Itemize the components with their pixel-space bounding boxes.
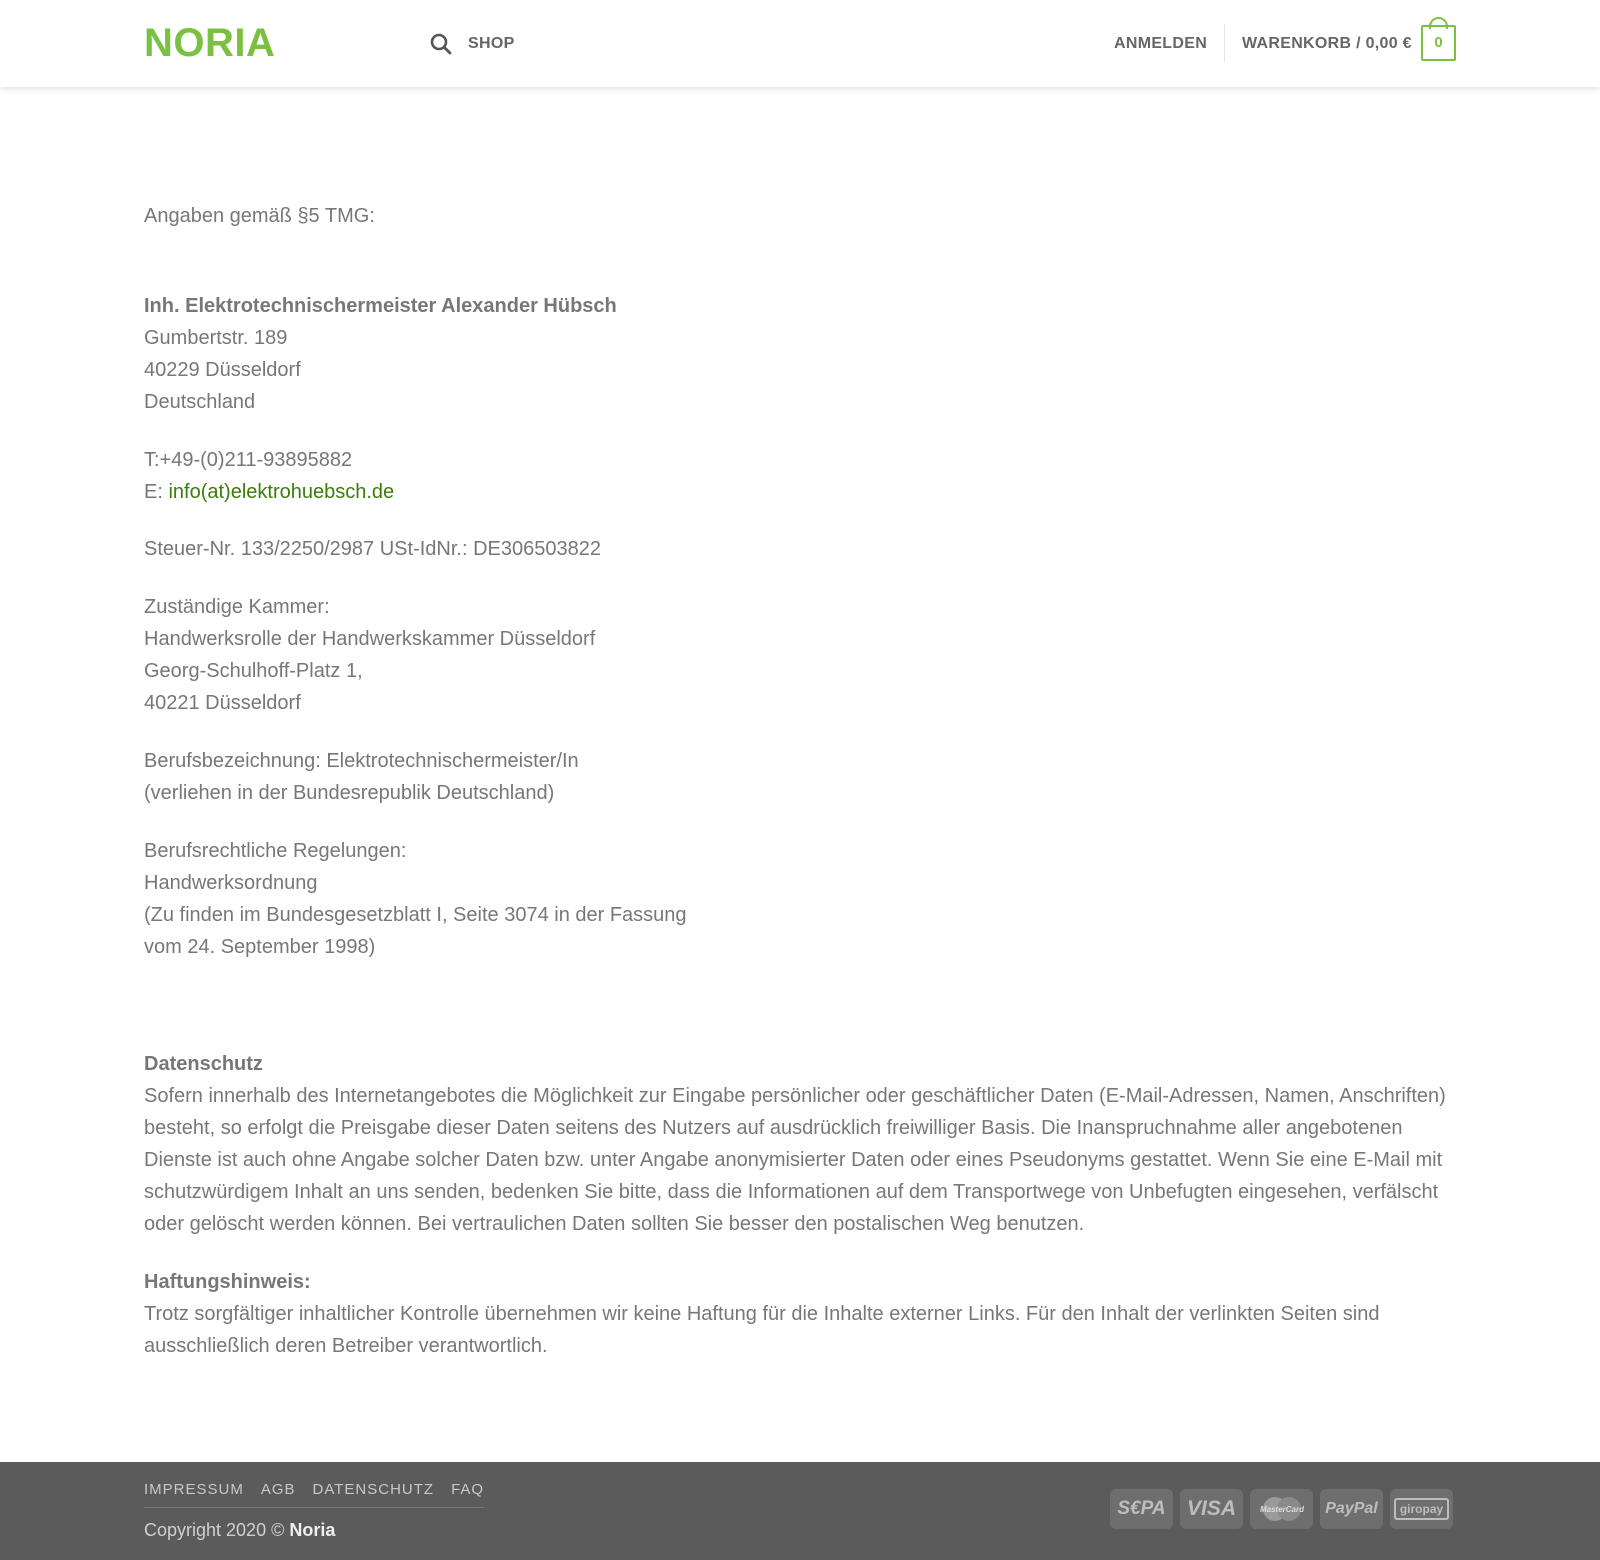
address-street: Gumbertstr. 189 bbox=[144, 327, 288, 349]
copyright-prefix: Copyright 2020 © bbox=[144, 1520, 290, 1540]
nav-divider bbox=[1224, 24, 1225, 62]
email-line bbox=[144, 476, 394, 508]
rules-line-1: Handwerksordnung bbox=[144, 872, 318, 894]
liability-heading: Haftungshinweis: bbox=[144, 1271, 311, 1293]
nav-cart-link[interactable]: WARENKORB / 0,00 € bbox=[1242, 35, 1412, 52]
footer-link-agb[interactable]: AGB bbox=[260, 1481, 296, 1498]
site-logo[interactable]: NORIA bbox=[144, 21, 276, 65]
footer-link-impressum[interactable]: IMPRESSUM bbox=[144, 1481, 244, 1498]
job-note: (verliehen in der Bundesrepublik Deutschland) bbox=[144, 782, 555, 804]
rules-title: Berufsrechtliche Regelungen: bbox=[144, 840, 407, 862]
nav-shop-link[interactable]: SHOP bbox=[468, 35, 515, 52]
address-city: 40229 Düsseldorf bbox=[144, 359, 301, 381]
footer-link-datenschutz[interactable]: DATENSCHUTZ bbox=[312, 1481, 435, 1498]
liability-text: Trotz sorgfältiger inhaltlicher Kontrolle übernehmen wir keine Haftung für die Inhalte externer Links. Für den Inhalt der verlinkten Seiten sind ausschließlich deren Betreiber verantwortlich. bbox=[144, 1303, 1380, 1357]
rules-line-3: vom 24. September 1998) bbox=[144, 936, 376, 958]
tax-info: Steuer-Nr. 133/2250/2987 USt-IdNr.: DE306503822 bbox=[144, 538, 601, 560]
visa-icon: VISA bbox=[1180, 1489, 1243, 1529]
mastercard-icon bbox=[1250, 1489, 1313, 1529]
phone-number: T:+49-(0)211-93895882 bbox=[144, 449, 353, 471]
address-country: Deutschland bbox=[144, 391, 256, 413]
chamber-line-3: 40221 Düsseldorf bbox=[144, 692, 301, 714]
footer-nav bbox=[144, 1480, 484, 1508]
search-icon[interactable] bbox=[430, 33, 452, 55]
site-header bbox=[0, 0, 1600, 87]
rules-line-2: (Zu finden im Bundesgesetzblatt I, Seite 3074 in der Fassung bbox=[144, 904, 687, 926]
chamber-line-1: Handwerksrolle der Handwerkskammer Düsseldorf bbox=[144, 628, 596, 650]
sepa-icon: S€PA bbox=[1110, 1489, 1173, 1529]
intro-text: Angaben gemäß §5 TMG: bbox=[144, 205, 375, 227]
giropay-label: giropay bbox=[1394, 1498, 1449, 1520]
job-title: Berufsbezeichnung: Elektrotechnischermeister/In bbox=[144, 750, 579, 772]
paypal-icon: PayPal bbox=[1320, 1489, 1383, 1529]
copyright-text bbox=[144, 1518, 335, 1542]
email-prefix: E: bbox=[144, 481, 169, 503]
chamber-title: Zuständige Kammer: bbox=[144, 596, 330, 618]
mastercard-label: MasterCard bbox=[1259, 1505, 1304, 1514]
site-footer bbox=[0, 1462, 1600, 1560]
giropay-icon bbox=[1390, 1489, 1453, 1529]
footer-link-faq[interactable]: FAQ bbox=[451, 1481, 485, 1498]
privacy-heading: Datenschutz bbox=[144, 1053, 263, 1075]
copyright-brand[interactable]: Noria bbox=[289, 1520, 336, 1540]
chamber-line-2: Georg-Schulhoff-Platz 1, bbox=[144, 660, 363, 682]
nav-login-link[interactable]: ANMELDEN bbox=[1114, 35, 1208, 52]
cart-count-badge[interactable]: 0 bbox=[1421, 25, 1456, 61]
owner-name: Inh. Elektrotechnischermeister Alexander Hübsch bbox=[144, 295, 617, 317]
email-link[interactable]: info(at)elektrohuebsch.de bbox=[168, 481, 395, 503]
privacy-text: Sofern innerhalb des Internetangebotes die Möglichkeit zur Eingabe persönlicher oder geschäftlicher Daten (E-Mail-Adressen, Namen, Anschriften) besteht, so erfolgt die Preisgabe dieser Daten seitens des Nutzers auf ausdrücklich freiwilliger Basis. Die Inanspruchnahme aller angebotenen Dienste ist auch ohne Angabe solcher Daten bzw. unter Angabe anonymisierter Daten oder eines Pseudonyms gestattet. Wenn Sie eine E-Mail mit schutzwürdigem Inhalt an uns senden, bedenken Sie bitte, dass die Informationen auf dem Transportwege von Unbefugten eingesehen, verfälscht oder gelöscht werden können. Bei vertraulichen Daten sollten Sie besser den postalischen Weg benutzen. bbox=[144, 1085, 1446, 1235]
